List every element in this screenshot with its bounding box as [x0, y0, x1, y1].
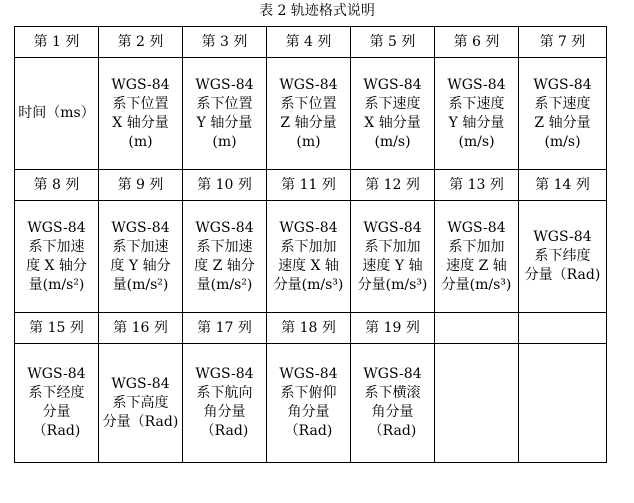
description-line: 系下加加	[448, 238, 505, 255]
description-line: WGS-84	[27, 366, 86, 382]
description-cell	[183, 58, 267, 170]
header-row	[15, 27, 607, 58]
column-number-cell: 第 11 列	[267, 170, 351, 201]
description-line: 速度 Z 轴	[446, 257, 507, 274]
description-line: 角分量	[287, 404, 330, 420]
description-line: 系下经度	[28, 385, 85, 401]
description-cell	[435, 201, 519, 313]
description-line: Z 轴分量	[280, 114, 337, 131]
description-line: WGS-84	[111, 219, 170, 236]
column-number-cell: 第 16 列	[99, 313, 183, 344]
description-line: WGS-84	[447, 76, 506, 93]
description-line: 系下加速	[196, 238, 253, 255]
description-line: WGS-84	[363, 76, 422, 93]
description-line: WGS-84	[279, 219, 338, 236]
description-cell	[15, 58, 99, 170]
description-line: 量(m/s²)	[112, 276, 169, 293]
description-line: WGS-84	[195, 219, 254, 236]
description-line: 角分量	[203, 404, 246, 420]
description-line: 系下横滚	[364, 385, 421, 401]
description-cell	[351, 344, 435, 463]
description-line: 分量（Rad)	[102, 413, 179, 430]
description-line: （Rad)	[284, 423, 333, 439]
description-line: 系下加速	[112, 238, 169, 255]
column-number-cell: 第 5 列	[351, 27, 435, 58]
description-cell	[519, 344, 607, 463]
description-line: WGS-84	[111, 375, 170, 392]
description-line: WGS-84	[195, 366, 254, 382]
description-line: WGS-84	[363, 366, 422, 382]
column-number-cell: 第 1 列	[15, 27, 99, 58]
table-caption: 表 2 轨迹格式说明	[259, 3, 375, 19]
column-number-cell: 第 12 列	[351, 170, 435, 201]
description-cell	[183, 201, 267, 313]
column-number-cell: 第 18 列	[267, 313, 351, 344]
description-line: 速度 Y 轴	[362, 257, 423, 274]
description-line: 角分量	[371, 404, 414, 420]
column-number-cell: 第 13 列	[435, 170, 519, 201]
description-line: （Rad)	[368, 423, 417, 439]
description-cell	[99, 58, 183, 170]
description-line: 系下俯仰	[280, 385, 337, 401]
header-row	[15, 313, 607, 344]
description-line: X 轴分量	[364, 114, 421, 131]
description-cell	[99, 344, 183, 463]
column-number-cell: 第 14 列	[519, 170, 607, 201]
description-row	[15, 201, 607, 313]
description-line: (m)	[212, 133, 237, 150]
description-line: （Rad)	[32, 423, 81, 439]
description-line: 分量(m/s³)	[273, 276, 344, 293]
description-line: 系下速度	[534, 95, 591, 112]
description-line: 时间（ms）	[18, 105, 95, 121]
description-cell	[15, 201, 99, 313]
description-cell	[435, 58, 519, 170]
description-cell	[435, 344, 519, 463]
description-line: 分量(m/s³)	[357, 276, 428, 293]
description-cell	[267, 201, 351, 313]
description-cell	[99, 201, 183, 313]
description-cell	[183, 344, 267, 463]
column-number-cell: 第 19 列	[351, 313, 435, 344]
description-line: 度 X 轴分	[26, 257, 87, 274]
description-line: WGS-84	[111, 76, 170, 93]
description-line: 系下高度	[112, 394, 169, 411]
description-line: Y 轴分量	[448, 114, 505, 131]
description-line: (m)	[296, 133, 321, 150]
description-line: Z 轴分量	[534, 114, 591, 131]
description-line: WGS-84	[279, 366, 338, 382]
description-line: WGS-84	[27, 219, 86, 236]
column-number-cell	[435, 313, 519, 344]
description-line: WGS-84	[533, 76, 592, 93]
description-line: Y 轴分量	[196, 114, 253, 131]
description-line: WGS-84	[195, 76, 254, 93]
column-number-cell: 第 15 列	[15, 313, 99, 344]
description-line: WGS-84	[533, 229, 592, 245]
column-number-cell: 第 10 列	[183, 170, 267, 201]
description-line: 度 Y 轴分	[110, 257, 171, 274]
description-line: 系下位置	[196, 95, 253, 112]
description-row	[15, 58, 607, 170]
description-line: 系下加加	[364, 238, 421, 255]
description-line: (m/s)	[374, 133, 411, 150]
column-number-cell: 第 17 列	[183, 313, 267, 344]
column-number-cell: 第 8 列	[15, 170, 99, 201]
description-line: 系下加速	[28, 238, 85, 255]
header-row	[15, 170, 607, 201]
column-number-cell: 第 7 列	[519, 27, 607, 58]
description-line: WGS-84	[363, 219, 422, 236]
description-line: 系下航向	[196, 385, 253, 401]
description-cell	[519, 201, 607, 313]
column-number-cell: 第 6 列	[435, 27, 519, 58]
description-line: 分量	[42, 404, 71, 420]
column-number-cell: 第 3 列	[183, 27, 267, 58]
description-line: 量(m/s²)	[196, 276, 253, 293]
column-number-cell	[519, 313, 607, 344]
description-line: (m/s)	[544, 133, 581, 150]
description-line: （Rad)	[200, 423, 249, 439]
description-line: (m)	[128, 133, 153, 150]
description-cell	[519, 58, 607, 170]
description-line: 系下纬度	[534, 248, 591, 264]
description-line: WGS-84	[279, 76, 338, 93]
column-number-cell: 第 2 列	[99, 27, 183, 58]
description-line: 系下位置	[280, 95, 337, 112]
description-cell	[267, 344, 351, 463]
description-line: WGS-84	[447, 219, 506, 236]
description-line: 系下加加	[280, 238, 337, 255]
description-line: 系下位置	[112, 95, 169, 112]
column-number-cell: 第 4 列	[267, 27, 351, 58]
description-line: 系下速度	[448, 95, 505, 112]
description-line: (m/s)	[458, 133, 495, 150]
description-cell	[15, 344, 99, 463]
description-cell	[267, 58, 351, 170]
trajectory-format-table	[14, 26, 607, 463]
description-cell	[351, 201, 435, 313]
description-line: 分量(m/s³)	[441, 276, 512, 293]
description-row	[15, 344, 607, 463]
description-line: 速度 X 轴	[278, 257, 339, 274]
description-cell	[351, 58, 435, 170]
description-line: 量(m/s²)	[28, 276, 85, 293]
description-line: 系下速度	[364, 95, 421, 112]
column-number-cell: 第 9 列	[99, 170, 183, 201]
description-line: 分量（Rad)	[524, 267, 601, 283]
description-line: X 轴分量	[112, 114, 169, 131]
description-line: 度 Z 轴分	[194, 257, 255, 274]
